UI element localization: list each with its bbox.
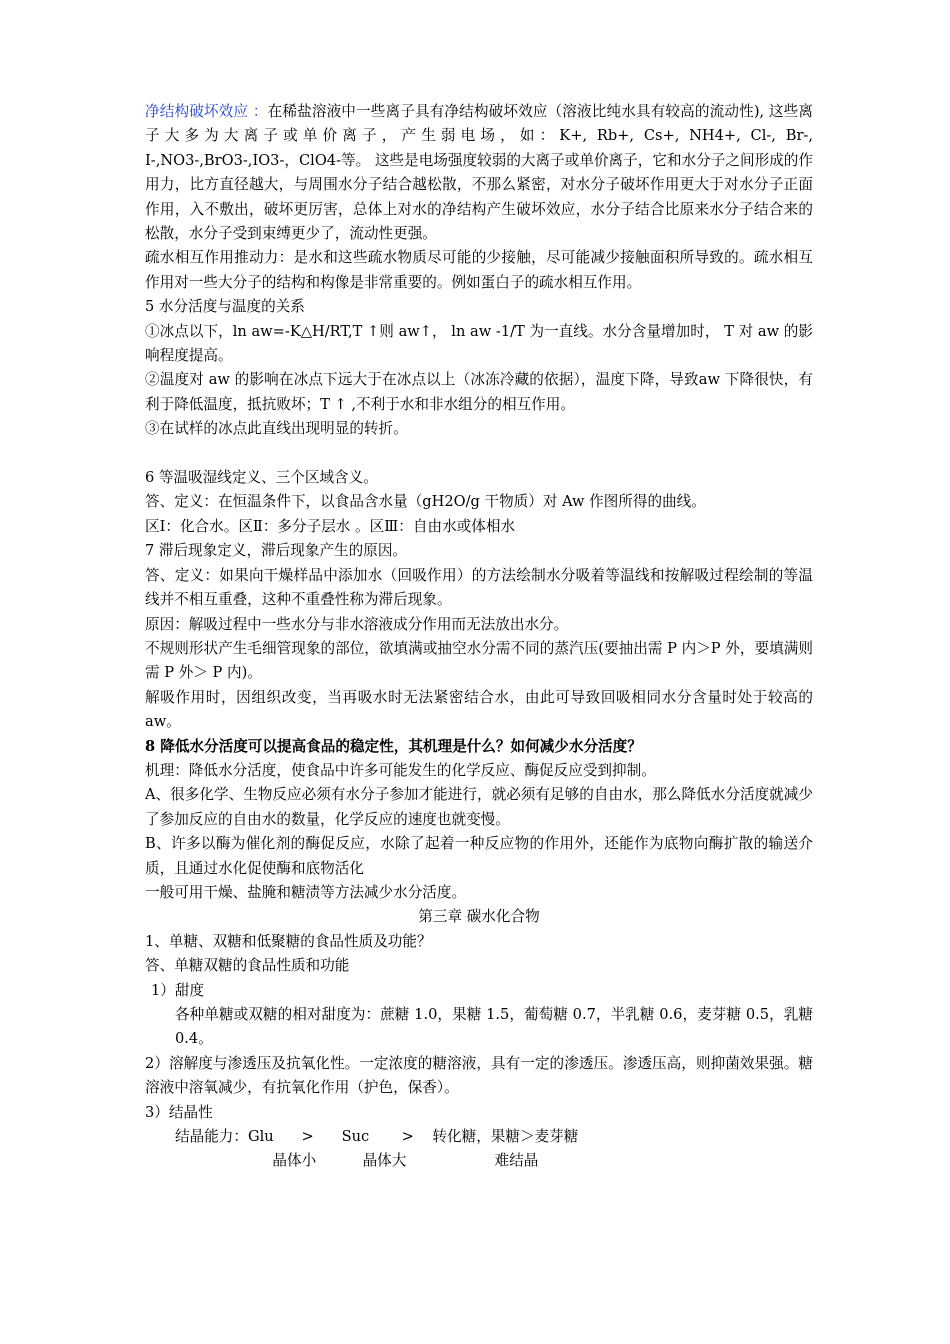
paragraph-capillary: 不规则形状产生毛细管现象的部位，欲填满或抽空水分需不同的蒸汽压(要抽出需 P 内＞P 外，要填满则需 P 外＞ P 内)。 bbox=[145, 639, 813, 682]
paragraph-crystallization-ability: 结晶能力：Glu > Suc > 转化糖，果糖＞麦芽糖 bbox=[175, 1128, 579, 1146]
heading-water-activity-temperature: 5 水分活度与温度的关系 bbox=[145, 298, 305, 316]
paragraph-point-3: ③在试样的冰点此直线出现明显的转折。 bbox=[145, 420, 408, 438]
paragraph-text: 在稀盐溶液中一些离子具有净结构破坏效应（溶液比纯水具有较高的流动性), 这些离子大多为大离子或单价离子，产生弱电场，如：K+, Rb+, Cs+, NH4+, Cl-, Br-, I-,NO3-,BrO3-,IO3-，ClO4-等。 这些是电场强度较弱的大离子或单价离子，它和水分子之间形成的作用力，比方直径越大，与周围水分子结合越松散，不那么紧密，对水分子破坏作用更大于对水分子正面作用，入不敷出，破坏更厉害，总体上对水的净结构产生破坏效应，水分子结合比原来水分子结合来的松散，水分子受到束缚更少了，流动性更强。 bbox=[145, 103, 813, 243]
answer-sugars: 答、单糖双糖的食品性质和功能 bbox=[145, 957, 350, 975]
paragraph-isotherm-regions: 区Ⅰ：化合水。区Ⅱ：多分子层水 。区Ⅲ：自由水或体相水 bbox=[145, 517, 516, 535]
question-sugars: 1、单糖、双糖和低聚糖的食品性质及功能？ bbox=[145, 932, 432, 950]
paragraph-desorption: 解吸作用时，因组织改变，当再吸水时无法紧密结合水，由此可导致回吸相同水分含量时处于较高的 aw。 bbox=[145, 688, 813, 731]
heading-isotherm: 6 等温吸湿线定义、三个区域含义。 bbox=[145, 469, 378, 487]
paragraph-solubility: 2）溶解度与渗透压及抗氧化性。一定浓度的糖溶液，具有一定的渗透压。渗透压高，则抑菌效果强。糖溶液中溶氧减少，有抗氧化作用（护色，保香）。 bbox=[145, 1054, 813, 1097]
heading-hysteresis: 7 滞后现象定义，滞后现象产生的原因。 bbox=[145, 542, 408, 560]
paragraph-hysteresis-definition: 答、定义：如果向干燥样品中添加水（回吸作用）的方法绘制水分吸着等温线和按解吸过程绘制的等温线并不相互重叠，这种不重叠性称为滞后现象。 bbox=[145, 566, 813, 609]
paragraph-net-structure-breaking bbox=[145, 100, 813, 246]
paragraph-point-a: A、很多化学、生物反应必须有水分子参加才能进行，就必须有足够的自由水，那么降低水分活度就减少了参加反应的自由水的数量，化学反应的速度也就变慢。 bbox=[145, 786, 813, 828]
paragraph-mechanism: 机理：降低水分活度，使食品中许多可能发生的化学反应、酶促反应受到抑制。 bbox=[145, 761, 656, 779]
blank-line bbox=[145, 442, 813, 466]
paragraph-methods: 一般可用干燥、盐腌和糖渍等方法减少水分活度。 bbox=[145, 883, 467, 901]
paragraph-isotherm-definition: 答、定义：在恒温条件下，以食品含水量（gH2O/g 干物质）对 Aw 作图所得的曲线。 bbox=[145, 493, 706, 511]
paragraph-crystal-size: 晶体小 晶体大 难结晶 bbox=[175, 1152, 539, 1170]
document-body bbox=[145, 100, 813, 1174]
paragraph-sweetness: 各种单糖或双糖的相对甜度为：蔗糖 1.0，果糖 1.5，葡萄糖 0.7，半乳糖 0.6，麦芽糖 0.5，乳糖 0.4。 bbox=[175, 1006, 813, 1048]
paragraph-hysteresis-cause: 原因：解吸过程中一些水分与非水溶液成分作用而无法放出水分。 bbox=[145, 615, 569, 633]
heading-sweetness: 1）甜度 bbox=[151, 981, 205, 999]
paragraph-point-2: ②温度对 aw 的影响在冰点下远大于在冰点以上（冰冻冷藏的依据），温度下降，导致aw 下降很快，有利于降低温度，抵抗败坏；T ↑ ,不利于水和非水组分的相互作用。 bbox=[145, 371, 813, 413]
term-net-structure-breaking: 净结构破坏效应 ： bbox=[145, 103, 268, 120]
heading-crystallinity: 3）结晶性 bbox=[145, 1103, 213, 1121]
paragraph-point-1: ①冰点以下，ln aw=-K△H/RT,T ↑则 aw↑， ln aw -1/T 为一直线。水分含量增加时， T 对 aw 的影响程度提高。 bbox=[145, 322, 813, 365]
heading-reduce-water-activity: 8 降低水分活度可以提高食品的稳定性，其机理是什么？如何减少水分活度？ bbox=[145, 737, 642, 755]
paragraph-point-b: B、许多以酶为催化剂的酶促反应，水除了起着一种反应物的作用外，还能作为底物向酶扩散的输送介质，且通过水化促使酶和底物活化 bbox=[145, 835, 813, 877]
chapter-title: 第三章 碳水化合物 bbox=[418, 908, 540, 926]
paragraph-hydrophobic-interaction: 疏水相互作用推动力：是水和这些疏水物质尽可能的少接触，尽可能减少接触面积所导致的。疏水相互作用对一些大分子的结构和构像是非常重要的。例如蛋白子的疏水相互作用。 bbox=[145, 249, 813, 291]
